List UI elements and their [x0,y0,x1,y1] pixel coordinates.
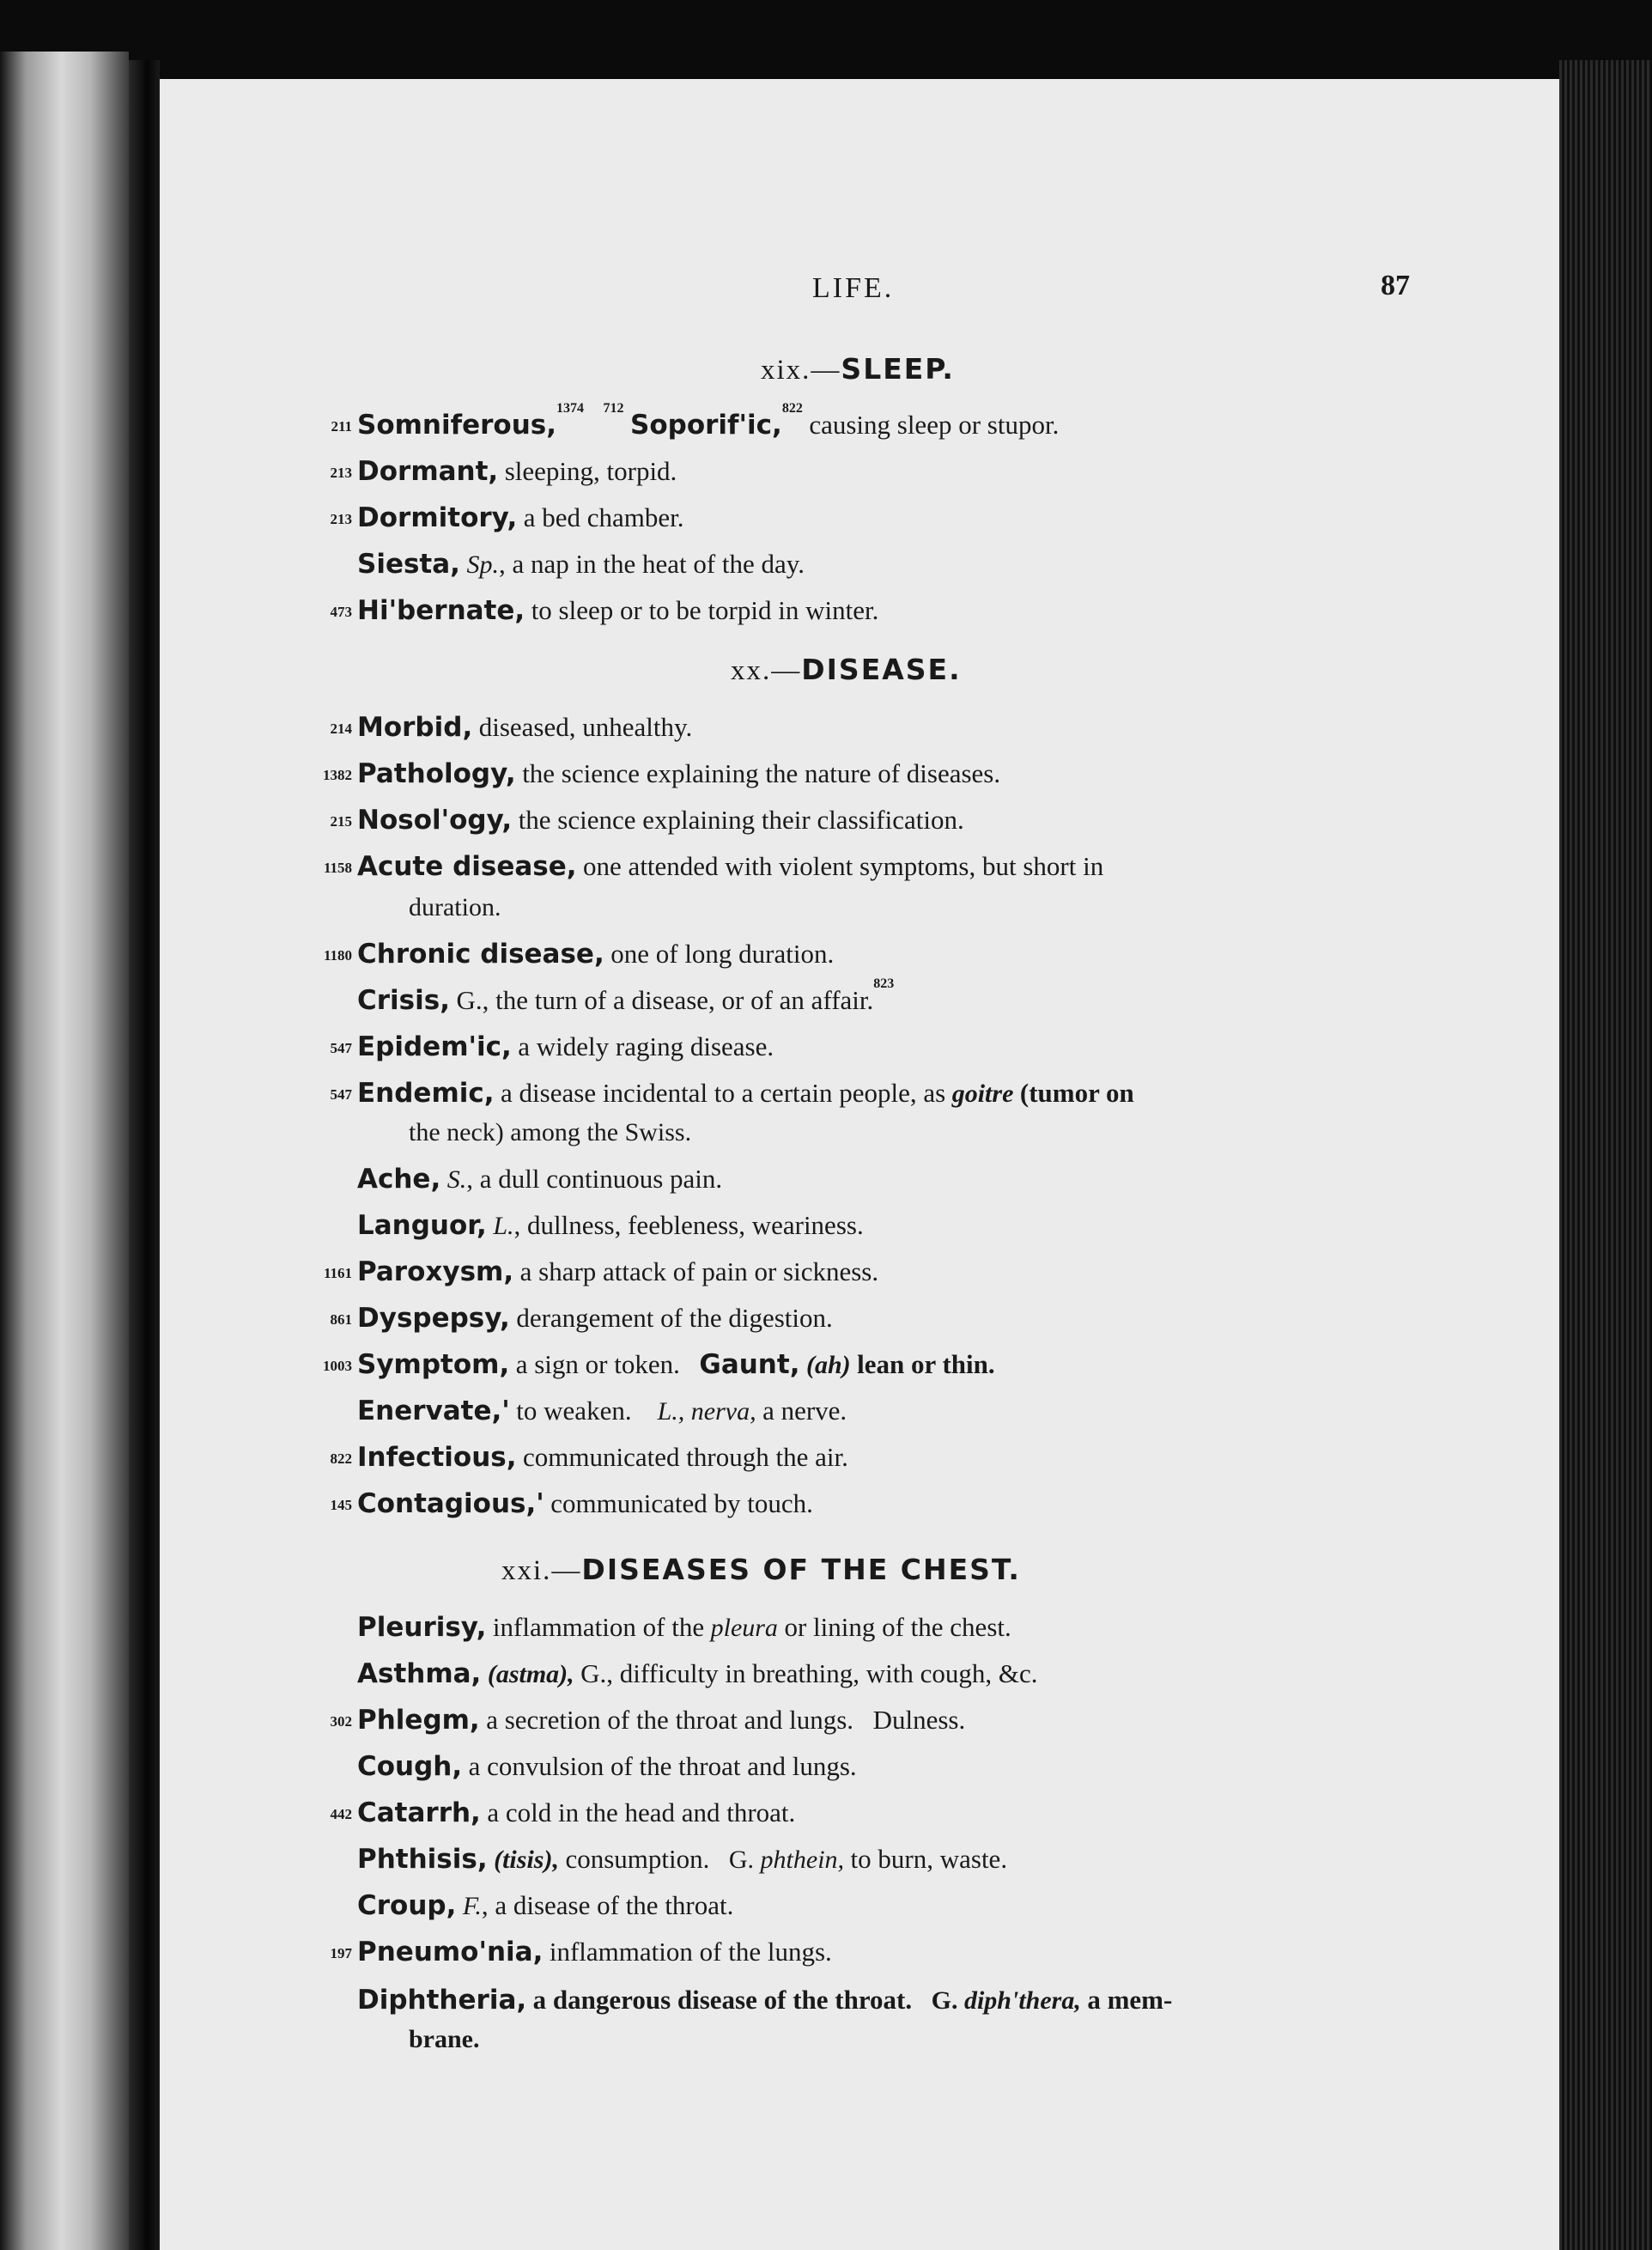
entry-definition: , dullness, feebleness, weariness. [513,1210,864,1240]
entry-ref-inline: 712 [603,401,624,416]
running-head: LIFE. [812,272,895,304]
entry-ref: 442 [330,1806,352,1822]
entry-headword: Pleurisy, [357,1612,487,1643]
entry-ache [357,1156,1559,1203]
entry-definition: to weaken. [516,1396,632,1426]
entry-language-abbr: G. [931,1986,958,2015]
entry-headword: Dormant, [357,456,499,487]
entry-ref: 1003 [323,1358,352,1374]
entry-definition: , a dull continuous pain. [466,1164,723,1194]
entry-headword: Nosol'ogy, [357,805,513,836]
entry-morbid [330,704,1559,751]
entry-definition: causing sleep or stupor. [809,410,1060,440]
entry-ref: 547 [330,1086,352,1103]
entry-language-abbr: G. [728,1846,755,1874]
entry-language-abbr: S. [446,1165,467,1194]
entry-superscript: 823 [873,976,895,991]
section-name: DISEASES OF THE CHEST. [581,1553,1021,1586]
entry-headword: Chronic disease, [357,939,604,970]
entry-dormitory [330,495,1559,542]
page-number: 87 [1381,270,1410,301]
entry-language-abbr: F. [462,1892,482,1920]
entry-term: phthein, [760,1846,845,1874]
entry-language-abbr: L. [493,1212,514,1240]
entry-ref: 861 [330,1311,352,1328]
entry-dyspepsy [330,1295,1559,1342]
entry-headword: Pathology, [357,758,516,789]
entry-definition: inflammation of the lungs. [549,1937,832,1967]
right-page-edges [1559,60,1652,2250]
entry-headword: Siesta, [357,549,460,580]
entry-ref: 302 [330,1713,352,1730]
entry-definition: a sharp attack of pain or sickness. [519,1256,879,1286]
entry-ref: 215 [330,813,352,830]
entry-term: nerva, [690,1397,756,1426]
entry-ref: 145 [330,1497,352,1513]
page-content [160,79,1559,2250]
entry-headword-2: Soporif'ic, [630,410,782,441]
entry-definition: the science explaining their classification. [518,805,964,835]
entry-definition: one attended with violent symptoms, but short in [583,851,1104,881]
entry-definition: communicated through the air. [523,1442,848,1472]
entry-language-abbr: L., [657,1397,685,1426]
book-gutter [129,60,160,2250]
entry-definition: a sign or token. [515,1349,680,1379]
entry-languor [357,1202,1559,1250]
entry-pleurisy [357,1604,1559,1651]
section-name: DISEASE. [801,653,962,686]
entry-ref: 473 [330,604,352,620]
entry-siesta [357,541,1559,588]
entry-paroxysm [323,1249,1559,1296]
entry-phlegm [330,1697,1559,1744]
entry-pronunciation: (astma), [487,1660,574,1688]
entry-ref: 214 [330,721,352,737]
entry-definition: inflammation of the [492,1612,705,1642]
entry-definition: the science explaining the nature of diseases. [522,758,1001,788]
entry-headword: Contagious,' [357,1488,544,1519]
entry-definition: a disease incidental to a certain people, as [501,1078,946,1108]
entry-definition: a convulsion of the throat and lungs. [468,1751,857,1781]
entry-nosology [330,797,1559,844]
entry-definition: a dangerous disease of the throat. [532,1985,913,2015]
entry-pronunciation: (ah) [805,1351,851,1379]
entry-croup [357,1882,1559,1930]
entry-headword: Epidem'ic, [357,1031,512,1062]
entry-extra: Dulness. [872,1705,966,1735]
section-numeral: xx.— [731,655,802,686]
entry-cough [357,1743,1559,1791]
entry-definition: a widely raging disease. [518,1031,774,1061]
section-title-sleep [761,352,955,386]
entry-definition: one of long duration. [610,939,835,969]
entry-hibernate [330,587,1559,635]
entry-symptom [323,1341,1559,1389]
entry-term: goitre [951,1079,1014,1108]
entry-headword: Acute disease, [357,851,577,882]
entry-definition-2: a nerve. [762,1396,847,1426]
section-numeral: xix.— [761,355,841,386]
entry-headword: Endemic, [357,1078,495,1109]
entry-term: diph'thera, [963,1986,1081,2015]
entry-definition: G., difficulty in breathing, with cough, &c. [580,1658,1038,1688]
entry-contagious [330,1481,1559,1528]
entry-headword: Catarrh, [357,1797,481,1828]
section-name: SLEEP. [841,352,955,386]
entry-definition-2: or lining of the chest. [784,1612,1011,1642]
entry-headword: Symptom, [357,1349,510,1380]
entry-headword: Morbid, [357,712,473,743]
entry-chronic-disease [323,931,1559,978]
entry-crisis [357,977,1559,1025]
entry-term: pleura [710,1614,778,1642]
entry-headword: Dyspepsy, [357,1303,510,1334]
entry-headword: Dormitory, [357,502,518,533]
entry-acute-disease [323,843,1559,891]
section-numeral: xxi.— [501,1555,582,1586]
entry-headword: Infectious, [357,1442,517,1473]
entry-dormant [330,448,1559,496]
entry-definition-2: lean or thin. [857,1349,995,1379]
book-page [160,79,1559,2250]
entry-definition: to sleep or to be torpid in winter. [531,595,879,625]
entry-ref: 197 [330,1945,352,1961]
section-title-disease [731,653,962,687]
entry-definition: G., the turn of a disease, or of an affair. [456,985,874,1015]
entry-catarrh [330,1790,1559,1837]
entry-headword: Paroxysm, [357,1256,514,1287]
entry-continuation: brane. [409,2025,480,2053]
entry-headword: Phthisis, [357,1844,488,1875]
entry-headword: Enervate,' [357,1396,510,1426]
entry-definition: communicated by touch. [550,1488,813,1518]
entry-headword: Somniferous, [357,410,557,441]
entry-headword: Diphtheria, [357,1985,527,2016]
entry-ref: 547 [330,1040,352,1056]
entry-definition: , a nap in the heat of the day. [498,549,805,579]
entry-headword: Cough, [357,1751,463,1782]
entry-definition: a bed chamber. [523,502,684,532]
entry-ref: 1382 [323,767,352,783]
entry-definition-2: to burn, waste. [850,1844,1008,1874]
entry-definition: a cold in the head and throat. [487,1797,796,1827]
entry-pathology [323,751,1559,798]
entry-language-abbr: Sp. [466,550,499,579]
entry-continuation: the neck) among the Swiss. [409,1118,692,1146]
entry-headword-2: Gaunt, [699,1349,800,1380]
entry-somniferous [331,401,1559,449]
entry-pneumonia [330,1929,1559,1976]
entry-superscript-2: 822 [781,401,803,416]
entry-infectious [330,1434,1559,1481]
entry-ref: 1161 [323,1265,352,1281]
entry-definition: , a disease of the throat. [481,1890,734,1920]
entry-definition: sleeping, torpid. [504,456,677,486]
entry-epidemic [330,1024,1559,1071]
entry-ref: 213 [330,465,352,481]
entry-diphtheria [357,1977,1559,2024]
entry-definition: diseased, unhealthy. [478,712,693,742]
entry-definition: consumption. [565,1844,710,1874]
entry-definition-2: a mem- [1087,1985,1173,2015]
entry-ref: 211 [331,418,352,435]
entry-headword: Languor, [357,1210,487,1241]
entry-headword: Phlegm, [357,1705,480,1736]
entry-headword: Pneumo'nia, [357,1937,544,1967]
entry-ref: 822 [330,1450,352,1467]
entry-continuation: duration. [409,893,501,921]
entry-ref: 1158 [323,860,352,876]
entry-superscript: 1374 [556,401,585,416]
entry-ref: 213 [330,511,352,527]
section-title-chest [501,1553,1021,1587]
left-page-edge [0,52,129,2250]
entry-ref: 1180 [323,947,352,964]
entry-headword: Croup, [357,1890,457,1921]
entry-definition-2: (tumor on [1019,1078,1134,1108]
entry-asthma [357,1651,1559,1698]
entry-definition: a secretion of the throat and lungs. [486,1705,854,1735]
entry-pronunciation: (tisis), [494,1846,559,1874]
entry-phthisis [357,1836,1559,1883]
entry-definition: derangement of the digestion. [516,1303,833,1333]
entry-headword: Asthma, [357,1658,482,1689]
entry-headword: Hi'bernate, [357,595,525,626]
entry-enervate [357,1388,1559,1435]
entry-headword: Crisis, [357,985,450,1016]
entry-headword: Ache, [357,1164,441,1195]
